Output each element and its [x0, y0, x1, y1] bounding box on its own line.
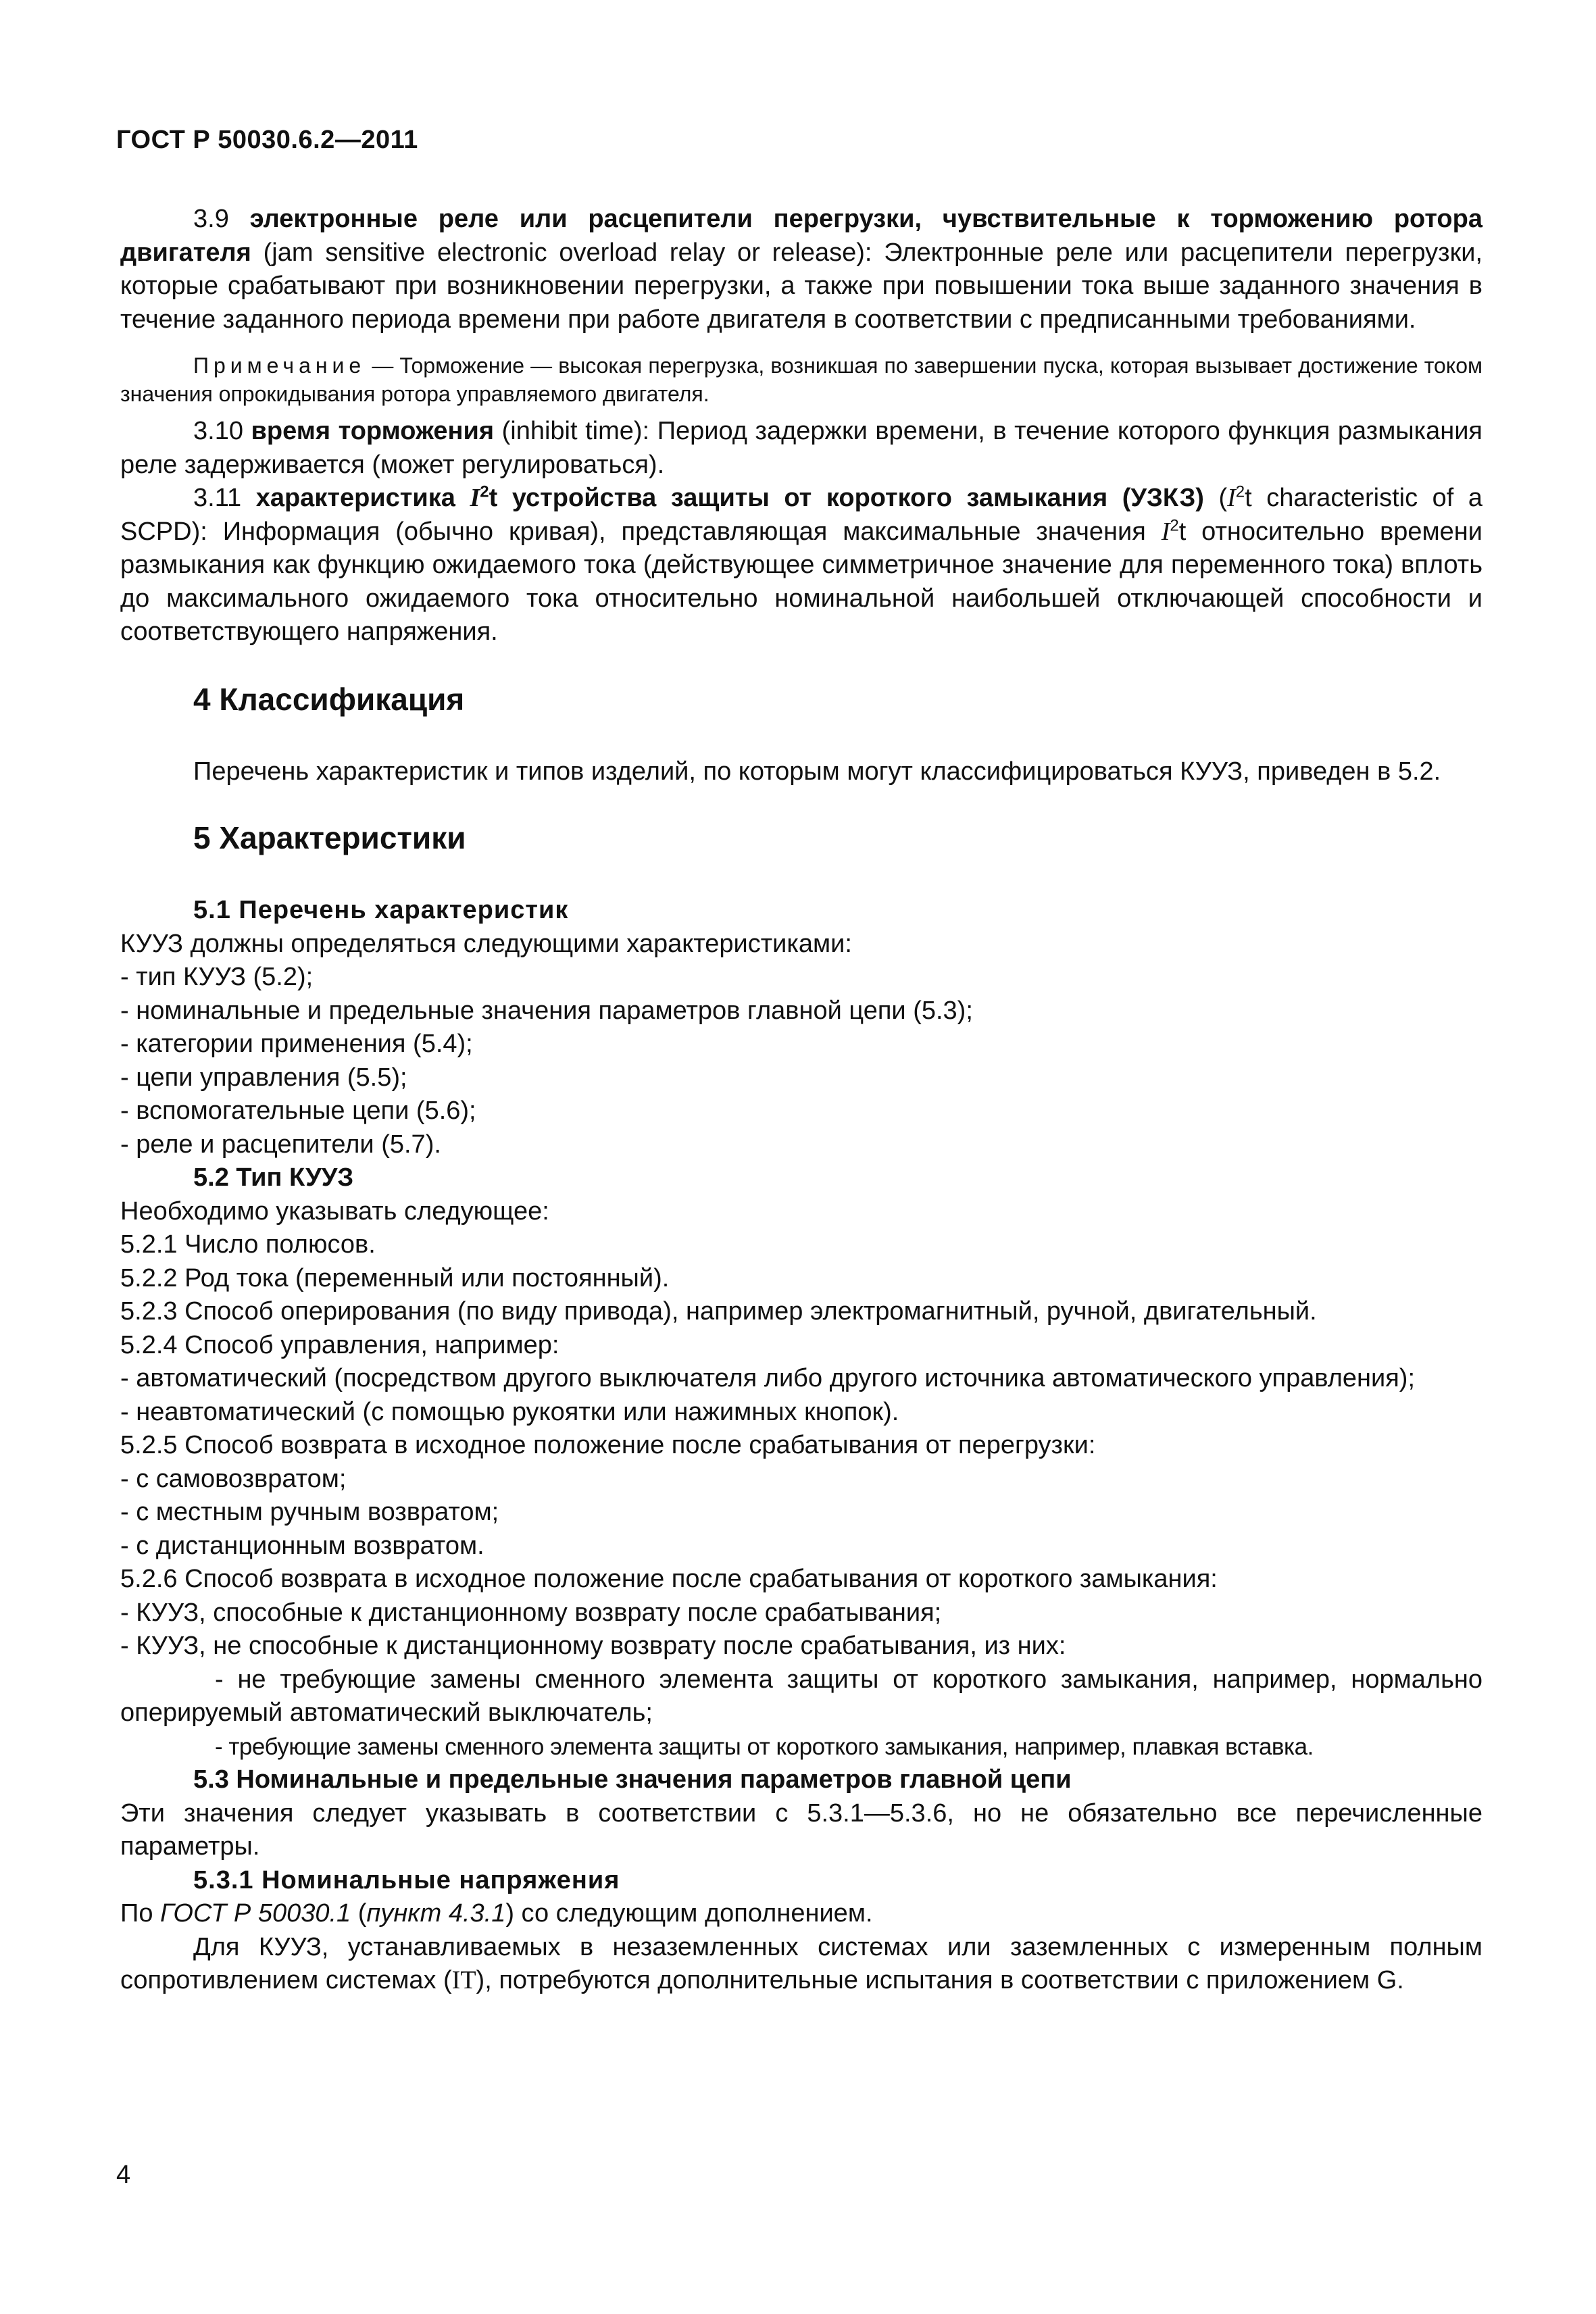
- note-label: Примечание: [193, 353, 366, 378]
- subsection-5-2-title: 5.2 Тип КУУЗ: [193, 1163, 354, 1192]
- item-5-2-4-a: - автоматический (посредством другого выключателя либо другого источника автоматического управления);: [120, 1364, 1416, 1392]
- list-item: - с дистанционным возвратом.: [120, 1531, 484, 1560]
- subsection-5-3-1-text-a: По ГОСТ Р 50030.1 (пункт 4.3.1) со следующим дополнением.: [120, 1899, 873, 1928]
- list-item: - с самовозвратом;: [120, 1464, 347, 1493]
- clause-3-11: 3.11 характеристика $I^2t$ устройства защиты от короткого замыкания (УЗКЗ) ($I^2t$ characteristic of a SCPD): Информация (обычно кривая), представляющая максимальные значения $I^2t$ относительно времени размыкания как функцию ожидаемого тока (действующее симметричное значение для переменного тока) вплоть до максимального ожидаемого тока относительно номинальной наибольшей отключающей способности и соответствующего напряжения.: [120, 482, 1483, 646]
- item-5-2-3: 5.2.3 Способ оперирования (по виду привода), например электромагнитный, ручной, двигательный.: [120, 1297, 1317, 1326]
- item-5-2-4: 5.2.4 Способ управления, например:: [120, 1330, 559, 1359]
- item-5-2-6-b1: - не требующие замены сменного элемента защиты от короткого замыкания, например, нормально оперируемый автоматический выключатель;: [120, 1665, 1482, 1727]
- document-body: [120, 203, 1482, 1998]
- reference-link: ГОСТ Р 50030.1: [160, 1899, 351, 1928]
- document-header: ГОСТ Р 50030.6.2—2011: [116, 126, 418, 154]
- subsection-5-3-1-text-b: Для КУУЗ, устанавливаемых в незаземленных системах или заземленных с измеренным полным сопротивлением системах (IT), потребуются дополнительные испытания в соответствии с приложением G.: [120, 1932, 1482, 1994]
- subsection-5-1-intro: КУУЗ должны определяться следующими характеристиками:: [120, 929, 852, 958]
- item-5-2-4-b: - неавтоматический (с помощью рукоятки или нажимных кнопок).: [120, 1397, 899, 1426]
- item-5-2-6-a: - КУУЗ, способные к дистанционному возврату после срабатывания;: [120, 1598, 942, 1627]
- section-5-title: 5 Характеристики: [193, 820, 466, 855]
- subsection-5-3-text: Эти значения следует указывать в соответствии с 5.3.1—5.3.6, но не обязательно все перечисленные параметры.: [120, 1799, 1482, 1861]
- page-number: 4: [116, 2161, 131, 2189]
- clause-3-9: 3.9 электронные реле или расцепители перегрузки, чувствительные к торможению ротора двигателя (jam sensitive electronic overload relay or release): Электронные реле или расцепители перегрузки, которые срабатывают при возникновении перегрузки, а также при повышении тока выше заданного значения в течение заданного периода времени при работе двигателя в соответствии с предписанными требованиями.: [120, 205, 1482, 334]
- subsection-5-3-1-title: 5.3.1 Номинальные напряжения: [193, 1865, 620, 1894]
- list-item: - с местным ручным возвратом;: [120, 1498, 499, 1526]
- note: Примечание — Торможение — высокая перегрузка, возникшая по завершении пуска, которая вызывает достижение током значения опрокидывания ротора управляемого двигателя.: [120, 353, 1483, 406]
- list-item: - реле и расцепители (5.7).: [120, 1130, 441, 1159]
- clause-3-9-term: электронные реле или расцепители перегрузки, чувствительные к торможению ротора двигателя: [120, 205, 1482, 267]
- clause-3-10: 3.10 время торможения (inhibit time): Период задержки времени, в течение которого функция размыкания реле задерживается (может регулироваться).: [120, 417, 1483, 479]
- section-4-title: 4 Классификация: [193, 681, 465, 717]
- list-item: - цепи управления (5.5);: [120, 1063, 407, 1092]
- list-item: - номинальные и предельные значения параметров главной цепи (5.3);: [120, 996, 973, 1025]
- item-5-2-6-b: - КУУЗ, не способные к дистанционному возврату после срабатывания, из них:: [120, 1632, 1066, 1660]
- item-5-2-1: 5.2.1 Число полюсов.: [120, 1230, 376, 1259]
- list-item: - категории применения (5.4);: [120, 1030, 473, 1058]
- list-item: - тип КУУЗ (5.2);: [120, 963, 314, 991]
- item-5-2-2: 5.2.2 Род тока (переменный или постоянный).: [120, 1263, 670, 1292]
- clause-3-10-term: время торможения: [251, 417, 495, 445]
- item-5-2-5: 5.2.5 Способ возврата в исходное положение после срабатывания от перегрузки:: [120, 1431, 1096, 1459]
- item-5-2-6-b2: - требующие замены сменного элемента защиты от короткого замыкания, например, плавкая вставка.: [215, 1733, 1314, 1760]
- subsection-5-2-intro: Необходимо указывать следующее:: [120, 1197, 549, 1226]
- list-item: - вспомогательные цепи (5.6);: [120, 1097, 476, 1125]
- subsection-5-3-title: 5.3 Номинальные и предельные значения параметров главной цепи: [193, 1765, 1072, 1794]
- subsection-5-1-title: 5.1 Перечень характеристик: [193, 896, 569, 924]
- section-4-text: Перечень характеристик и типов изделий, по которым могут классифицироваться КУУЗ, приведен в 5.2.: [193, 757, 1441, 786]
- item-5-2-6: 5.2.6 Способ возврата в исходное положение после срабатывания от короткого замыкания:: [120, 1565, 1218, 1593]
